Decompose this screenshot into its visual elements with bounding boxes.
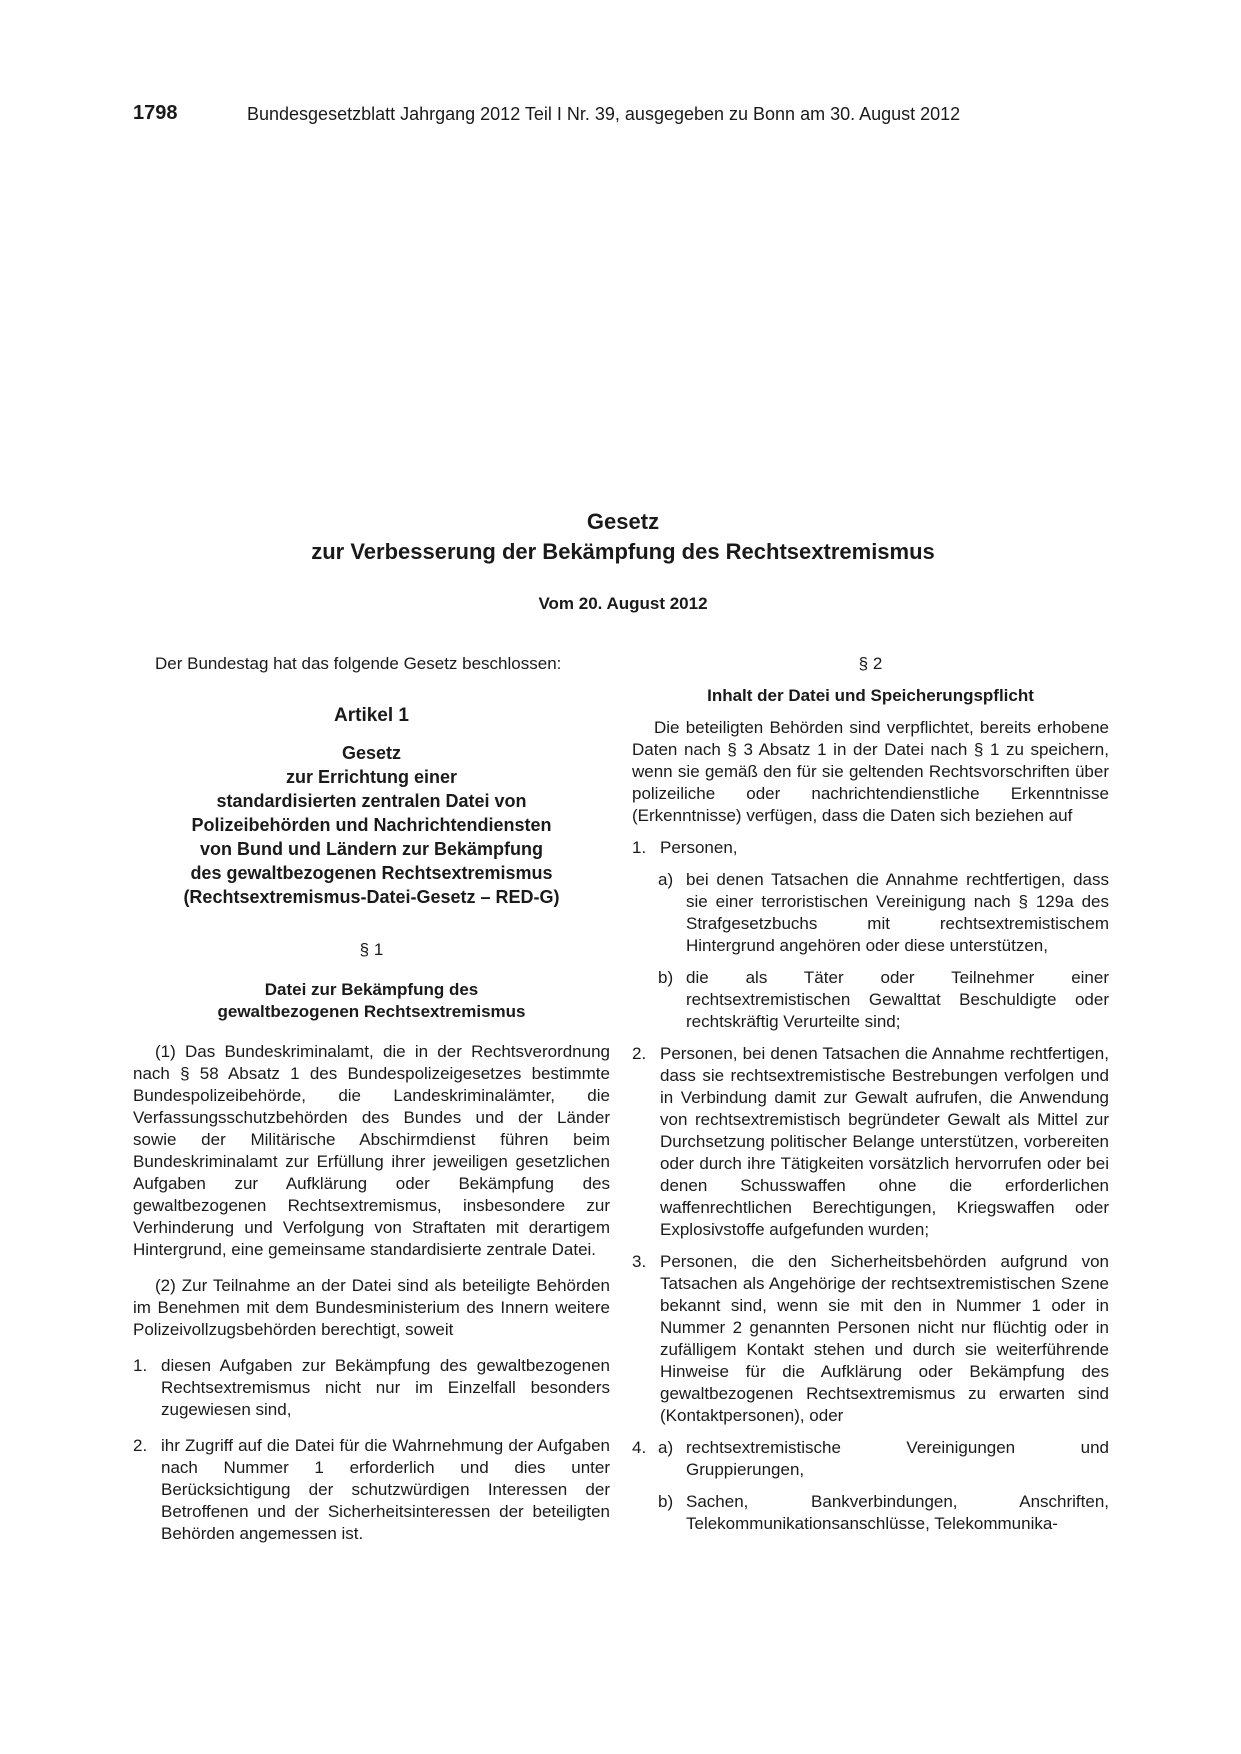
list-item-text: Personen, die den Sicherheitsbehörden aufgrund von Tatsachen als Angehörige der rechtsextremistischen Szene bekannt sind, wenn sie mit den in Nummer 1 oder in Nummer 2 genannten Personen nicht nur flüchtig oder in zufälligem Kontakt stehen und durch sie weiterführende Hinweise für die Aufklärung oder Bekämpfung des gewaltbezogenen Rechtsextremismus zu erwarten sind (Kontaktpersonen), oder [660, 1252, 1109, 1425]
list-subitem [632, 869, 1109, 957]
article-title-line: Gesetz [341, 743, 402, 763]
article-title-line: (Rechtsextremismus-Datei-Gesetz – RED-G) [183, 887, 560, 907]
article-title-line: zur Errichtung einer [285, 767, 458, 787]
list-subitem-text: die als Täter oder Teilnehmer einer rechtsextremistischen Gewalttat Beschuldigte oder rechtskräftig Verurteilte sind; [686, 968, 1109, 1031]
article-title-line: des gewaltbezogenen Rechtsextremismus [190, 863, 553, 883]
section-1-paragraph-2: (2) Zur Teilnahme an der Datei sind als beteiligte Behörden im Benehmen mit dem Bundesministerium des Innern weitere Polizeivollzugsbehörden berechtigt, soweit [133, 1276, 610, 1339]
list-item [632, 837, 1109, 859]
list-subitem-letter: b) [658, 1492, 674, 1511]
list-item-text: diesen Aufgaben zur Bekämpfung des gewaltbezogenen Rechtsextremismus nicht nur im Einzelfall besonders zugewiesen sind, [161, 1356, 610, 1419]
law-title: Gesetz [586, 509, 660, 534]
list-subitem-text: rechtsextremistische Vereinigungen und Gruppierungen, [686, 1438, 1109, 1479]
list-subitem-text: Sachen, Bankverbindungen, Anschriften, Telekommunikationsanschlüsse, Telekommunika- [686, 1492, 1109, 1533]
publication-line: Bundesgesetzblatt Jahrgang 2012 Teil I Nr. 39, ausgegeben zu Bonn am 30. August 2012 [247, 104, 961, 124]
article-title-line: Polizeibehörden und Nachrichtendiensten [191, 815, 552, 835]
list-item [632, 1251, 1109, 1427]
page-number: 1798 [133, 102, 178, 124]
list-subitem-letter: b) [658, 968, 674, 987]
article-title [133, 741, 610, 909]
list-item [632, 1437, 1109, 1481]
list-subitem [632, 1491, 1109, 1535]
article-title-line: von Bund und Ländern zur Bekämpfung [200, 839, 543, 859]
list-item-number: 1. [133, 1356, 148, 1375]
right-column [632, 653, 1109, 1535]
section-2-intro: Die beteiligten Behörden sind verpflichtet, bereits erhobene Daten nach § 3 Absatz 1 in der Datei nach § 1 zu speichern, wenn sie gemäß den für sie geltenden Rechtsvorschriften über polizeiliche oder nachrichtendienstliche Erkenntnisse (Erkenntnisse) verfügen, dass die Daten sich beziehen auf [632, 718, 1109, 825]
article-label: Artikel 1 [334, 705, 409, 726]
section-1-paragraph-1: (1) Das Bundeskriminalamt, die in der Rechtsverordnung nach § 58 Absatz 1 des Bundespolizeigesetzes bestimmte Bundespolizeibehörde, die Landeskriminalämter, die Verfassungsschutzbehörden des Bundes und der Länder sowie der Militärische Abschirmdienst führen beim Bundeskriminalamt zur Erfüllung ihrer jeweiligen gesetzlichen Aufgaben zur Aufklärung oder Bekämpfung des gewaltbezogenen Rechtsextremismus, insbesondere zur Verhinderung und Verfolgung von Straftaten mit derartigem Hintergrund, eine gemeinsame standardisierte zentrale Datei. [133, 1042, 610, 1259]
list-item [133, 1355, 610, 1421]
law-date: Vom 20. August 2012 [538, 594, 708, 613]
list-subitem-letter: a) [658, 870, 674, 889]
left-column [133, 653, 610, 1545]
list-item-number: 2. [632, 1044, 647, 1063]
list-item [133, 1435, 610, 1545]
section-2-title: Inhalt der Datei und Speicherungspflicht [707, 686, 1034, 705]
law-subtitle: zur Verbesserung der Bekämpfung des Rechtsextremismus [311, 539, 935, 564]
section-1-title: Datei zur Bekämpfung des [264, 980, 479, 999]
list-subitem [632, 967, 1109, 1033]
list-item-number: 4. [632, 1438, 647, 1457]
article-title-line: standardisierten zentralen Datei von [216, 791, 527, 811]
list-item-text: Personen, bei denen Tatsachen die Annahme rechtfertigen, dass sie rechtsextremistische Bestrebungen verfolgen und in Verbindung damit zur Gewalt aufrufen, die Anwendung von rechtsextremistisch begründeter Gewalt als Mittel zur Durchsetzung politischer Belange unterstützen, vorbereiten oder durch ihre Tätigkeiten vorsätzlich hervorrufen oder bei denen Schusswaffen ohne die erforderlichen waffenrechtlichen Berechtigungen, Kriegswaffen oder Explosivstoffe aufgefunden wurden; [660, 1044, 1109, 1239]
enacting-clause: Der Bundestag hat das folgende Gesetz beschlossen: [155, 654, 562, 673]
list-subitem-text: bei denen Tatsachen die Annahme rechtfertigen, dass sie einer terroristischen Vereinigung nach § 129a des Strafgesetzbuchs mit rechtsextremistischem Hintergrund angehören oder diese unterstützen, [686, 870, 1109, 955]
section-2-label: § 2 [858, 654, 883, 673]
list-item-text: ihr Zugriff auf die Datei für die Wahrnehmung der Aufgaben nach Nummer 1 erforderlich und dies unter Berücksichtigung der schutzwürdigen Interessen der Betroffenen und der Sicherheitsinteressen der beteiligten Behörden angemessen ist. [161, 1436, 610, 1543]
list-item-number: 1. [632, 838, 647, 857]
section-1-title-cont: gewaltbezogenen Rechtsextremismus [217, 1002, 526, 1021]
list-item [632, 1043, 1109, 1241]
list-item-text: Personen, [660, 838, 738, 857]
list-item-number: 3. [632, 1252, 647, 1271]
list-item-number: 2. [133, 1436, 148, 1455]
section-1-label: § 1 [359, 940, 384, 959]
list-subitem-letter: a) [658, 1438, 674, 1457]
law-title-block [133, 507, 1113, 614]
